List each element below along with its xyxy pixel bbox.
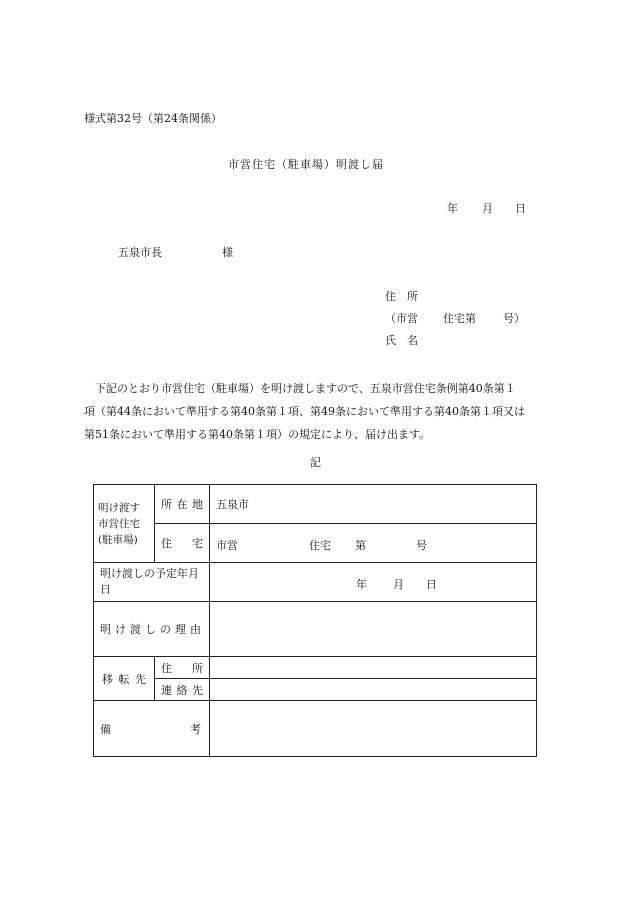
- move-to-label-3: 先: [135, 672, 146, 686]
- dwelling-city: 市営: [216, 539, 238, 552]
- move-contact-label-1: 連: [161, 683, 172, 697]
- dwelling-unit: 号: [416, 539, 427, 552]
- reason-label-6: 理: [175, 623, 186, 636]
- location-value: 五泉市: [216, 498, 249, 511]
- move-address-label-1: 住: [161, 661, 172, 675]
- applicant-address-label-2: 所: [407, 290, 418, 303]
- reason-label-2: け: [115, 623, 126, 636]
- remarks-label-cell: [94, 701, 210, 757]
- remarks-label-2: 考: [190, 722, 201, 736]
- dwelling-number: 第: [355, 539, 366, 552]
- dwelling-label-cell: [155, 524, 210, 563]
- form-number: 様式第32号（第24条関係）: [84, 112, 222, 125]
- reason-label-4: し: [145, 623, 156, 636]
- reason-label-7: 由: [190, 623, 201, 636]
- location-label-3: 地: [192, 498, 203, 511]
- housing-label-3: (駐車場): [98, 533, 138, 546]
- applicant-name-label-2: 名: [407, 334, 418, 347]
- housing-label-cell: [94, 485, 155, 563]
- row-location: [94, 485, 537, 524]
- housing-label-2: 市営住宅: [98, 517, 140, 530]
- reason-value-cell[interactable]: [210, 602, 537, 657]
- move-address-value-cell[interactable]: [210, 657, 537, 679]
- reason-label-3: 渡: [130, 623, 141, 636]
- dwelling-value-cell[interactable]: [210, 524, 537, 563]
- body-line-3: 第51条において準用する第40条第１項）の規定により、届け出ます。: [84, 428, 431, 441]
- row-move-address: [94, 657, 537, 679]
- scheduled-date-label-cell: [94, 563, 210, 602]
- dwelling-house: 住宅: [309, 539, 331, 552]
- location-value-cell[interactable]: [210, 485, 537, 524]
- reason-label-1: 明: [100, 623, 111, 636]
- row-reason: [94, 602, 537, 657]
- remarks-value-cell[interactable]: [210, 701, 537, 757]
- move-contact-label-cell: [155, 679, 210, 701]
- housing-label-1: 明け渡す: [98, 501, 140, 514]
- addressee-name: 五泉市長: [118, 246, 162, 259]
- applicant-unit-close: 号）: [503, 312, 525, 325]
- body-paragraph: [84, 377, 544, 446]
- move-address-label-cell: [155, 657, 210, 679]
- body-line-1: 下記のとおり市営住宅（駐車場）を明け渡しますので、五泉市営住宅条例第40条第１: [84, 382, 516, 395]
- location-label-cell: [155, 485, 210, 524]
- scheduled-date-day: 日: [426, 578, 437, 591]
- move-to-label-cell: [94, 657, 155, 701]
- body-line-2: 項（第44条において準用する第40条第１項、第49条において準用する第40条第１項又は: [84, 405, 525, 418]
- location-label-2: 在: [176, 498, 188, 511]
- date-month-label: 月: [482, 202, 493, 215]
- row-dwelling: [94, 524, 537, 563]
- move-contact-value-cell[interactable]: [210, 679, 537, 701]
- document-title: 市営住宅（駐車場）明渡し届: [228, 158, 384, 171]
- dwelling-label-1: 住: [161, 537, 172, 550]
- date-year-label: 年: [447, 202, 458, 215]
- move-to-label-2: 転: [118, 672, 130, 686]
- move-to-label-1: 移: [102, 672, 113, 686]
- row-move-contact: [94, 679, 537, 701]
- move-contact-label-3: 先: [192, 683, 203, 697]
- move-address-label-2: 所: [192, 661, 203, 675]
- applicant-unit-house: 住宅第: [443, 312, 476, 325]
- applicant-address-label-1: 住: [385, 290, 396, 303]
- addressee-honorific: 様: [222, 246, 233, 259]
- location-label-1: 所: [161, 498, 172, 511]
- scheduled-date-month: 月: [393, 578, 404, 591]
- ki-heading: 記: [310, 456, 321, 469]
- reason-label-cell: [94, 602, 210, 657]
- notice-table: [93, 484, 537, 757]
- remarks-label-1: 備: [100, 722, 111, 736]
- scheduled-date-label: 明け渡しの予定年月日: [100, 567, 199, 596]
- row-remarks: [94, 701, 537, 757]
- scheduled-date-value-cell[interactable]: [210, 563, 537, 602]
- reason-label-5: の: [160, 623, 171, 636]
- move-contact-label-2: 絡: [176, 683, 188, 697]
- date-day-label: 日: [515, 202, 526, 215]
- applicant-name-label-1: 氏: [385, 334, 396, 347]
- row-scheduled-date: [94, 563, 537, 602]
- dwelling-label-2: 宅: [192, 537, 203, 550]
- applicant-unit-open: （市営: [385, 312, 418, 325]
- scheduled-date-year: 年: [356, 578, 367, 591]
